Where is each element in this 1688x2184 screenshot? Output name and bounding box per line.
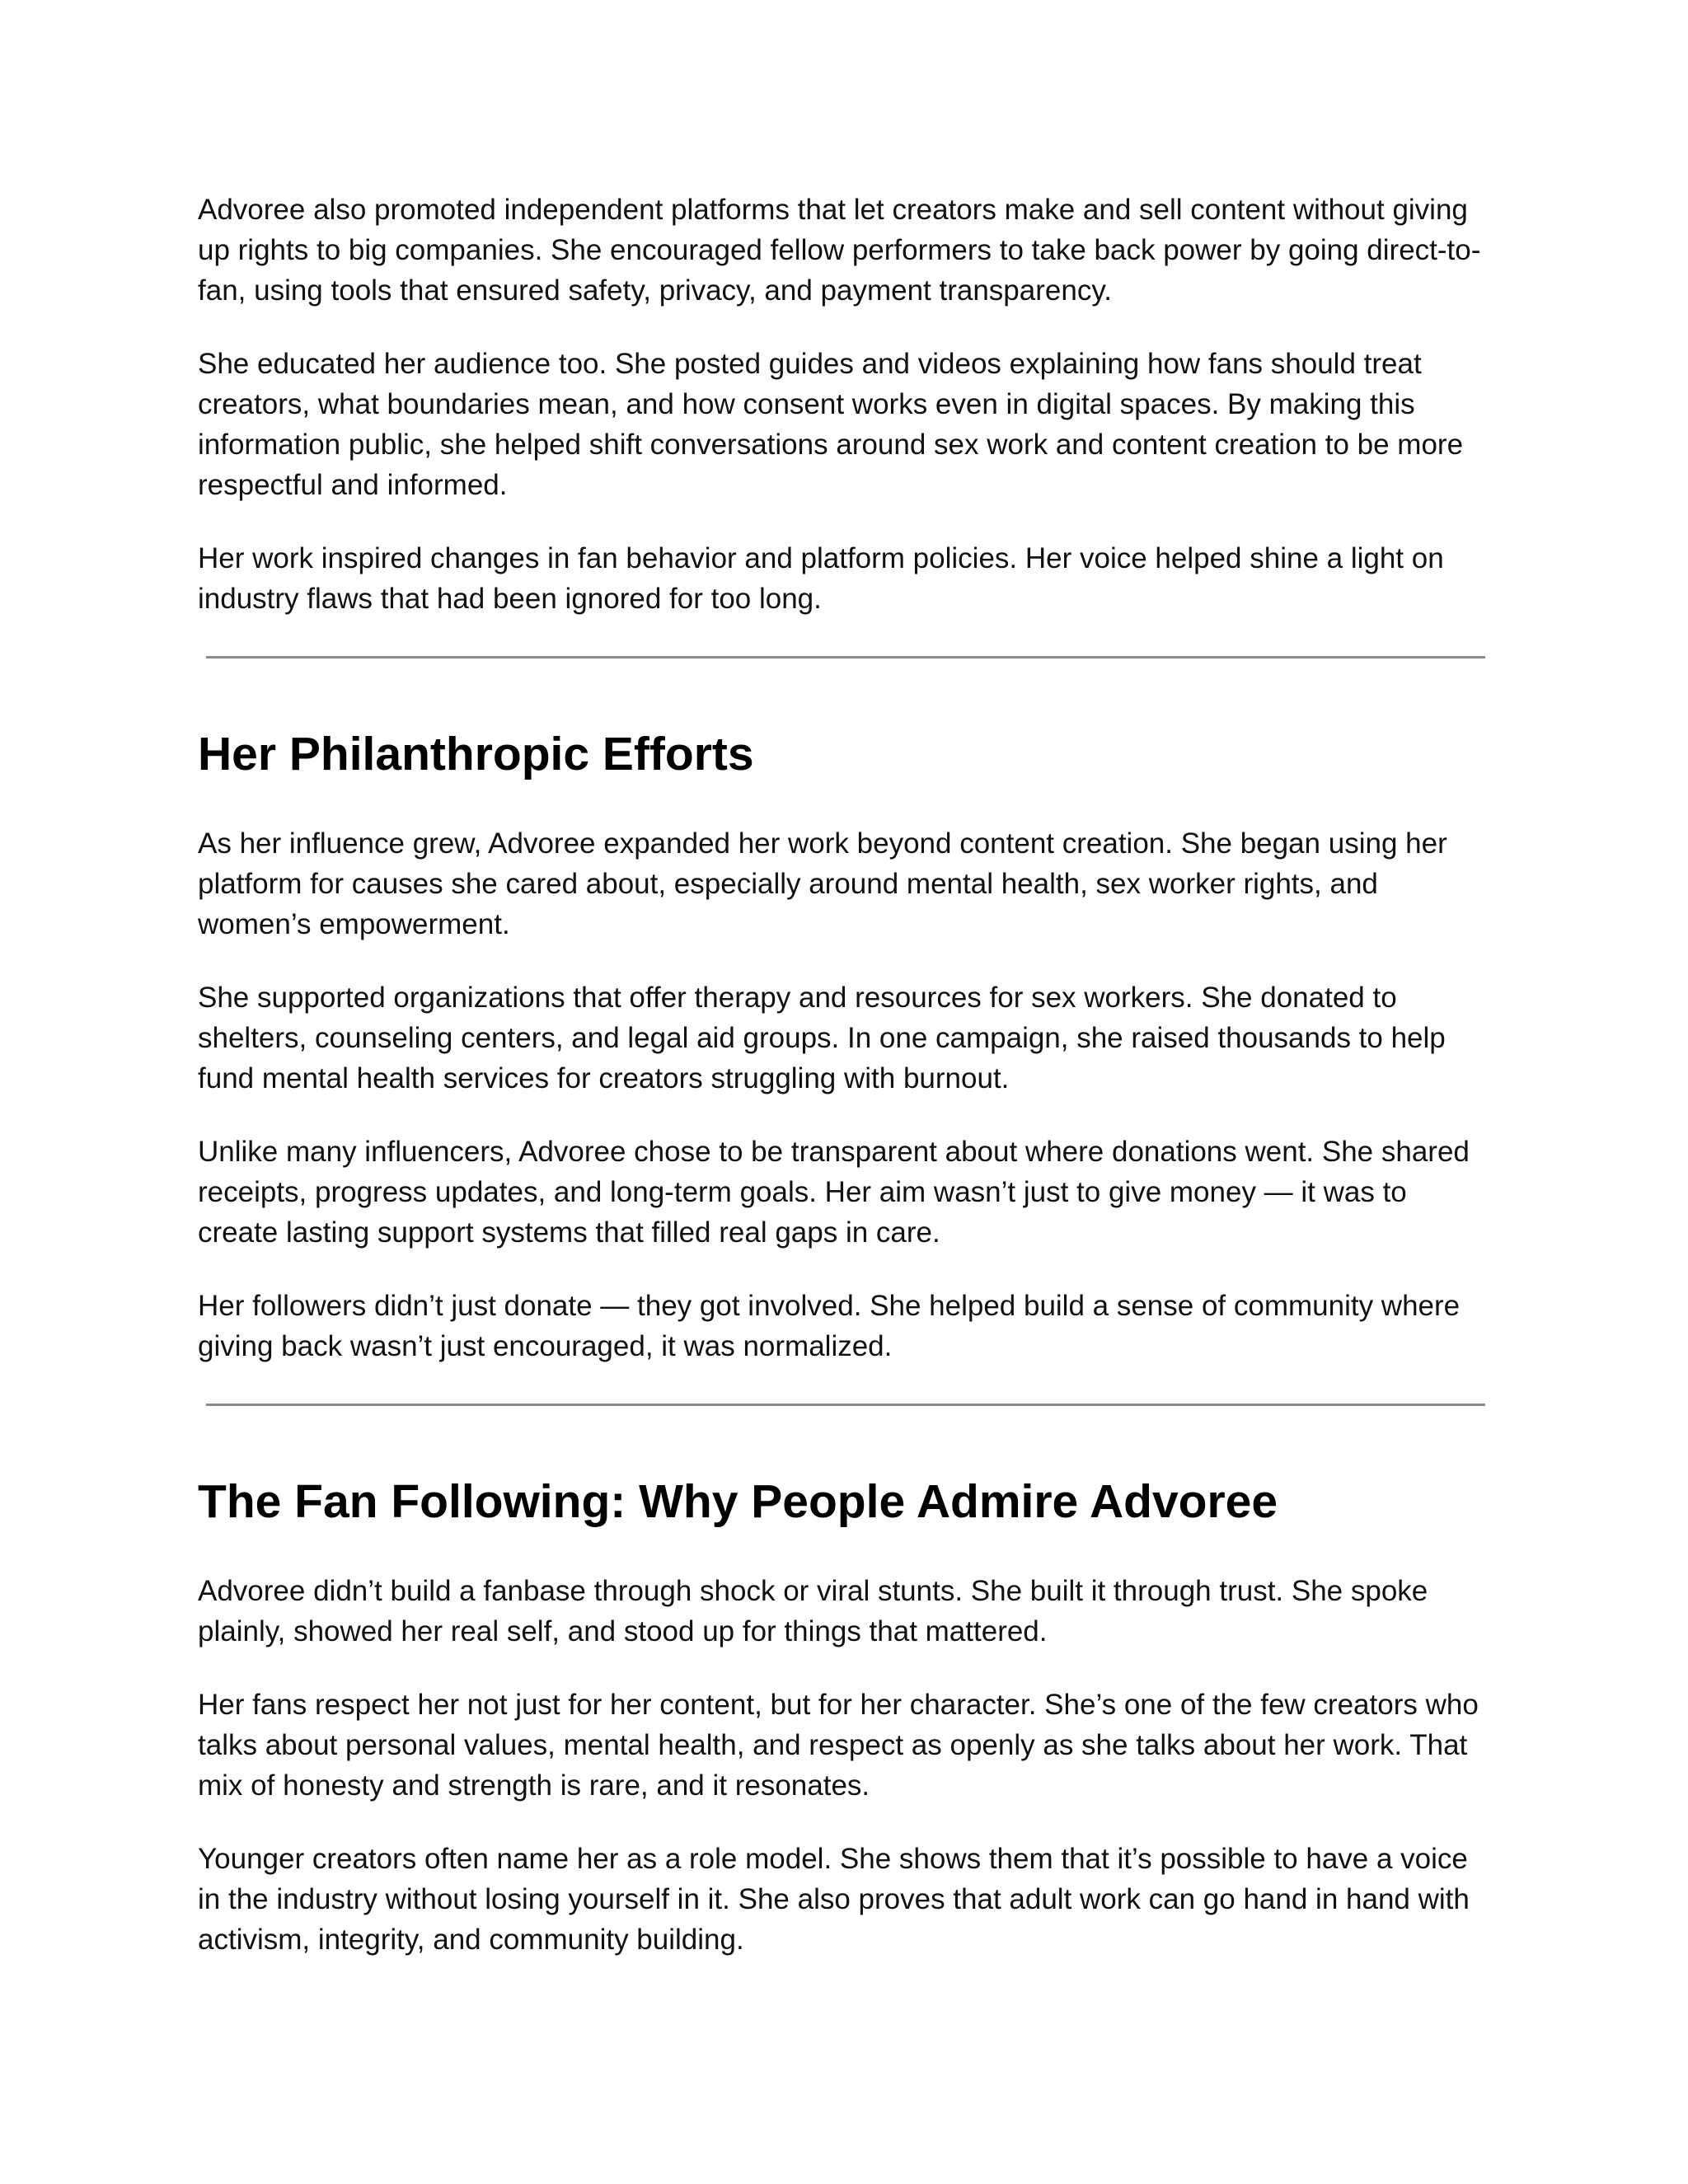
section-divider [206,656,1485,658]
paragraph-built-through-trust: Advoree didn’t build a fanbase through shock or viral stunts. She built it through trust. She spoke plainly, showed her real self, and stood up for things that mattered. [198,1575,1428,1647]
section-heading-philanthropy: Her Philanthropic Efforts [198,728,754,780]
section-heading-fan-following: The Fan Following: Why People Admire Advoree [198,1475,1278,1528]
paragraph-supported-organizations: She supported organizations that offer therapy and resources for sex workers. She donated to shelters, counseling centers, and legal aid groups. In one campaign, she raised thousands to help fund mental health services for creators struggling with burnout. [198,982,1446,1094]
paragraph-influence-grew: As her influence grew, Advoree expanded her work beyond content creation. She began using her platform for causes she cared about, especially around mental health, sex worker rights, and women’s empowerment. [198,827,1447,940]
fans-section [198,1474,1492,1960]
paragraph-followers-involved: Her followers didn’t just donate — they got involved. She helped build a sense of community where giving back wasn’t just encouraged, it was normalized. [198,1290,1461,1362]
paragraph-industry-changes: Her work inspired changes in fan behavior and platform policies. Her voice helped shine a light on industry flaws that had been ignored for too long. [198,542,1444,615]
document-page [198,190,1492,1993]
paragraph-independent-platforms: Advoree also promoted independent platforms that let creators make and sell content without giving up rights to big companies. She encouraged fellow performers to take back power by going direct-to-fan, using tools that ensured safety, privacy, and payment transparency. [198,194,1481,307]
paragraph-transparency: Unlike many influencers, Advoree chose to be transparent about where donations went. She shared receipts, progress updates, and long-term goals. Her aim wasn’t just to give money — it was to create lasting support systems that filled real gaps in care. [198,1136,1470,1249]
section-divider [206,1404,1485,1406]
paragraph-audience-education: She educated her audience too. She posted guides and videos explaining how fans should treat creators, what boundaries mean, and how consent works even in digital spaces. By making this information public, she helped shift conversations around sex work and content creation to be more respectful and informed. [198,348,1464,501]
intro-section [198,190,1492,619]
paragraph-fans-respect: Her fans respect her not just for her content, but for her character. She’s one of the few creators who talks about personal values, mental health, and respect as openly as she talks about her work. That mix of honesty and strength is rare, and it resonates. [198,1689,1479,1802]
philanthropy-section [198,726,1492,1366]
paragraph-role-model: Younger creators often name her as a role model. She shows them that it’s possible to have a voice in the industry without losing yourself in it. She also proves that adult work can go hand in hand with activism, integrity, and community building. [198,1843,1470,1956]
